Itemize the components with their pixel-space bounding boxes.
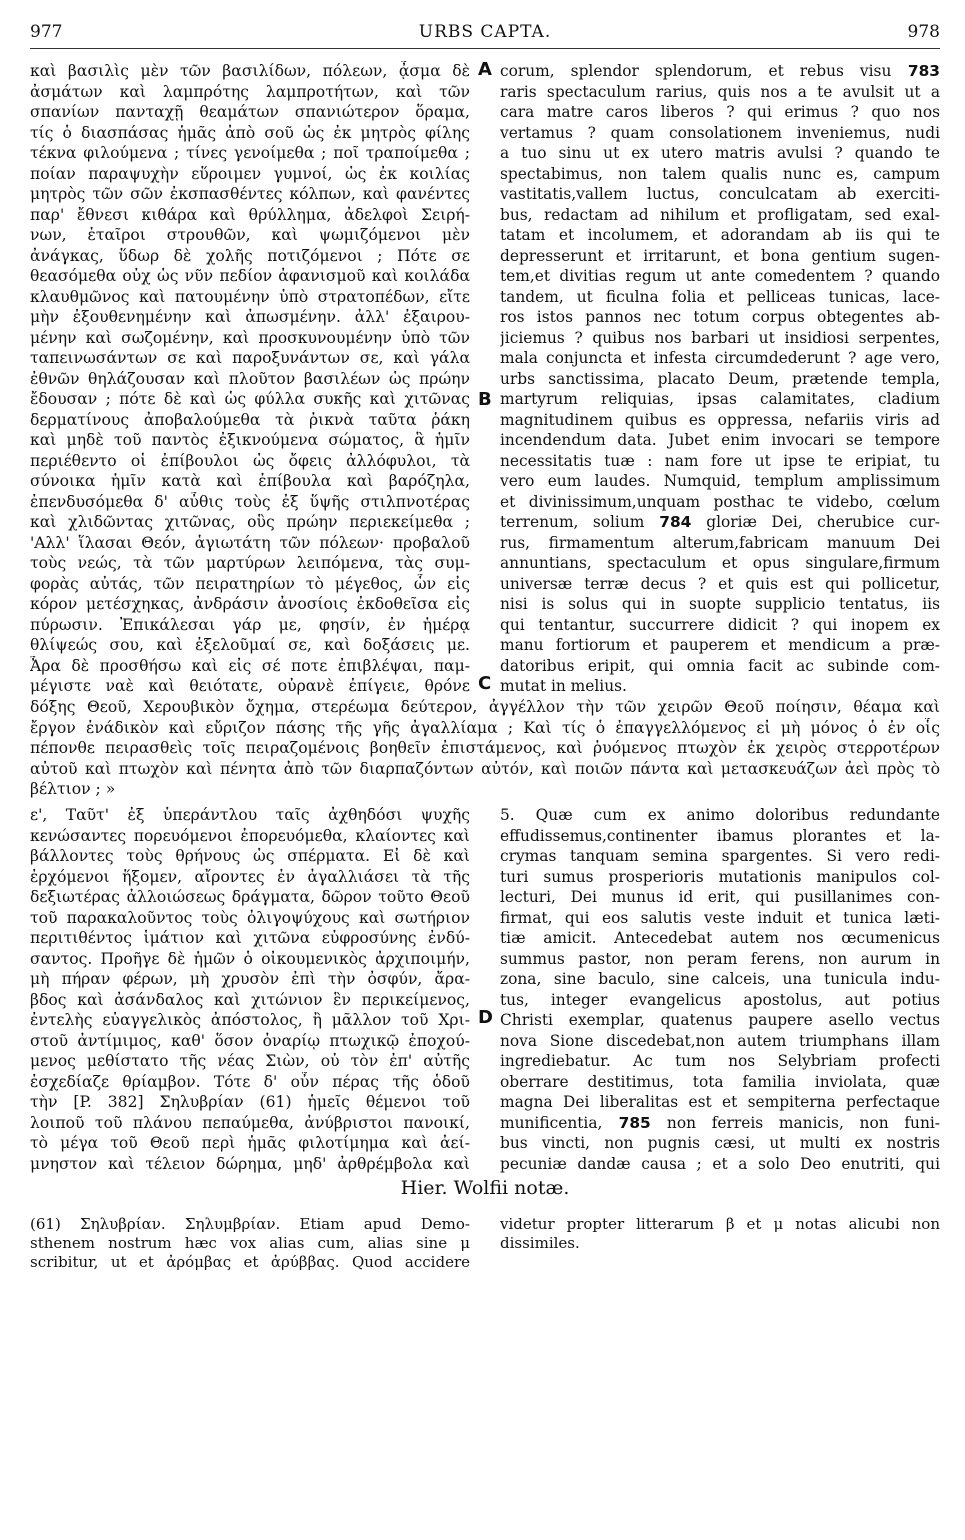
notes-heading: Hier. Wolfii notæ.	[400, 1177, 570, 1199]
latin-text-line: zona, sine baculo, sine calceis, una tunicula indu-	[500, 970, 940, 988]
greek-text-line: μὴν ἐξουθενημένην καὶ ἀπωσμένην. ἀλλ' ἐξαιρου-	[30, 308, 470, 326]
greek-text-line: μνηστον καὶ τέλειον δώρημα, μηδ' ἀρθρέμβολα καὶ	[30, 1154, 470, 1173]
latin-text-line: crymas tanquam semina spargentes. Si vero redi-	[500, 847, 940, 865]
greek-text-line: 'Αλλ' ἵλασαι Θεόν, ἁγιωτάτη τῶν πόλεων· προβαλοῦ	[30, 533, 470, 552]
latin-text-line: summus pastor, non peram ferens, non aurum in	[500, 949, 940, 968]
greek-text-line: δερματίνους ἀποβαλούμεθα τὰ ῥικνὰ ταῦτα ῥάκη	[30, 410, 470, 429]
latin-text-line: necessitatis tuæ : nam fore ut ipse te eripiat, tu	[500, 451, 940, 470]
greek-text-line: θεασόμεθα οὐχ ὡς νῦν πεδίον ἀφανισμοῦ καὶ κοιλάδα	[30, 267, 470, 285]
greek-text-line: τέκνα φιλούμενα ; τίνες γενοίμεθα ; ποῖ τραποίμεθα ;	[30, 144, 470, 162]
greek-text-line: φορὰς αὐτάς, τῶν πειρατηρίων τὸ μέγεθος, ὧν εἰς	[30, 574, 470, 593]
page-reference: 785	[602, 1113, 667, 1132]
note-text-line: scribitur, ut et ἀρόμβας et ἀρύββας. Quod accidere	[30, 1253, 470, 1271]
greek-text-line: ἐντελὴς εὐαγγελικὸς ἀπόστολος, ἢ μᾶλλον τοῦ Χρι-	[30, 1011, 470, 1029]
greek-text-line: βδος καὶ ἀσάνδαλος καὶ χιτώνιον ἓν περικείμενος,	[30, 990, 470, 1009]
latin-column-lower	[500, 805, 940, 1174]
marker-a: A	[478, 59, 492, 80]
latin-text-line: spectabimus, non talem qualis nunc es, campum	[500, 164, 940, 183]
greek-text-line: θλίψεώς σου, καὶ ἐξελοῦμαί σε, καὶ δοξάσεις με.	[30, 636, 470, 654]
greek-text-line: σαντος. Προῆγε δὲ ἡμῶν ὁ οἰκουμενικὸς ἀρχιποιμήν,	[30, 949, 470, 968]
greek-text-line: ἐρχόμενοι ἥξομεν, αἴροντες ἐν ἀγαλλιάσει τὰ τῆς	[30, 867, 470, 886]
greek-text-line: μενος μεθίστατο τῆς νέας Σιὼν, οὐ τὸν ἐπ' αὐτῆς	[30, 1052, 470, 1070]
greek-text-line: κόρον μετέσχηκας, ἀνδράσιν ἀνοσίοις ἐκδοθεῖσα εἰς	[30, 595, 470, 613]
latin-text-line: corum, splendor splendorum, et rebus visu 783	[500, 62, 940, 80]
greek-text-line: τὸ μέγα τοῦ Θεοῦ περὶ ἡμᾶς φιλοτίμημα καὶ ἀεί-	[30, 1134, 470, 1152]
greek-full-width-passage	[30, 697, 940, 800]
greek-text-line: καὶ χλιδῶντας χιτῶνας, οὓς πρώην περιεκείμεθα ;	[30, 513, 470, 531]
latin-text-line: vero eum laudes. Numquid, templum amplissimum	[500, 472, 940, 490]
latin-text-line: bus, redactam ad nihilum et profligatam, sed exal-	[500, 205, 940, 224]
latin-text-line: cara matre caros liberos ? qui erimus ? quo nos	[500, 103, 940, 121]
latin-text-line: lecturi, Dei munus id erit, qui pusillanimes con-	[500, 888, 940, 906]
greek-text-line: μητρὸς τῶν σῶν ἐκσπασθέντες κόλπων, καὶ φανέντες	[30, 185, 470, 203]
greek-text-line: ἐπενδυσόμεθα δ' αὖθις τοὺς ἐξ ὕψῆς στιλπνοτέρας	[30, 492, 470, 511]
greek-text-line: καὶ μηδὲ τοῦ παντὸς ἐξικνούμενα σώματος, ἃ ἡμῖν	[30, 431, 470, 449]
latin-text-line: mala conjuncta et infesta circumdederunt ? age vero,	[500, 349, 940, 367]
greek-text-line: πύρωσιν. Ἐπικάλεσαι γάρ με, φησίν, ἐν ἡμέρᾳ	[30, 615, 470, 634]
greek-text-line: καὶ βασιλὶς μὲν τῶν βασιλίδων, πόλεων, ᾆσμα δὲ	[30, 62, 470, 80]
latin-text-line: tatam et incolumem, et adorandam ab iis qui te	[500, 226, 940, 244]
note-text-line: videtur propter litterarum β et μ notas alicubi non	[500, 1215, 940, 1233]
greek-text-line: ἀνάγκας, ὕδωρ δὲ χολῆς ποτιζόμενοι ; Πότε σε	[30, 246, 470, 265]
latin-text-line: depresserunt et irritarunt, et bona gentium sugen-	[500, 246, 940, 265]
latin-text-line: magna Dei liberalitas est et sempiterna perfectaque	[500, 1093, 940, 1111]
latin-text-line: manu fortiorum et pauperem et mendicum a præ-	[500, 636, 940, 654]
greek-text-line: νων, ἑταῖροι στρουθῶν, καὶ ψωμιζόμενοι μὲν	[30, 226, 470, 244]
greek-text-line: πέπονθε πειρασθεὶς τοῖς πειραζομένοις βοηθεῖν ἐπιστάμενος, καὶ ῥυόμενος πτωχὸν ἐκ χειρὸς στερροτέρων	[30, 739, 940, 757]
right-page-number: 978	[907, 22, 940, 42]
latin-text-line: annuntians, spectaculum et opus singulare,firmum	[500, 554, 940, 572]
running-header	[30, 18, 940, 49]
greek-text-line: ἔργον ἐνάδικὸν καὶ εὔριζον πάσης τῆς γῆς ἀγαλλίαμα ; Καὶ τίς ὁ ἐπαγγελλόμενος εἰ μὴ μόνος ὁ ἐν οἷς	[30, 718, 940, 737]
running-title: URBS CAPTA.	[418, 22, 552, 42]
greek-text-line: μένην καὶ σωζομένην, καὶ προσκυνουμένην ὑπὸ τῶν	[30, 328, 470, 347]
latin-text-line: Christi exemplar, quatenus paupere asello vectus	[500, 1011, 940, 1029]
latin-text-line: 5. Quæ cum ex animo doloribus redundante	[500, 806, 940, 824]
latin-text-line: terrenum, solium 784 gloriæ Dei, cherubice cur-	[500, 513, 940, 531]
greek-text-line: τοὺς νεώς, τὰ τῶν μαρτύρων λειπόμενα, τὰς συμ-	[30, 554, 470, 572]
greek-text-line: δόξης Θεοῦ, Χερουβικὸν ὄχημα, στερέωμα δεύτερον, ἀγγέλλον τὴν τῶν χειρῶν Θεοῦ ποίησιν, θέαμα καὶ	[30, 698, 940, 716]
greek-text-line: τίς ὁ διασπάσας ἡμᾶς ἀπὸ σοῦ ὡς ἐκ μητρὸς φίλης	[30, 123, 470, 142]
latin-text-line: vertamus ? quam consolationem inveniemus, nudi	[500, 123, 940, 142]
latin-text-line: munificentia, 785 non ferreis manicis, non funi-	[500, 1113, 940, 1132]
greek-text-line: λοιποῦ τοῦ πλάνου πεπαύμεθα, ἀνύβριστοι πανοικί,	[30, 1113, 470, 1132]
latin-text-line: a tuo sinu ut ex utero matris avulsi ? quando te	[500, 144, 940, 162]
page-reference: 783	[891, 62, 940, 80]
latin-text-line: firmat, qui eos salutis veste induit et tunica læti-	[500, 908, 940, 927]
latin-text-line: datoribus eripit, qui omnia facit ac subinde com-	[500, 656, 940, 675]
greek-text-line: ἐθνῶν θηλάζουσαν καὶ πλοῦτον βασιλέων ὡς πρώην	[30, 369, 470, 388]
page-reference: 784	[644, 513, 707, 531]
latin-text-line: universæ terræ decus ? et quis est qui pollicetur,	[500, 574, 940, 593]
greek-text-line: ε', Ταῦτ' ἐξ ὑπεράντλου ταῖς ἀχθηδόσι ψυχῆς	[30, 806, 470, 824]
latin-text-line: tus, integer evangelicus apostolus, aut potius	[500, 990, 940, 1009]
latin-text-fragment: non ferreis manicis, non funi-	[666, 1113, 940, 1132]
greek-text-line: σύνοικα ἡμῖν κατὰ καὶ ἐπίβουλα καὶ βαρόζηλα,	[30, 472, 470, 490]
latin-text-line: oberrare destitimus, tota familia inviolata, quæ	[500, 1072, 940, 1091]
note-text-line: (61) Σηλυβρίαν. Σηλυμβρίαν. Etiam apud Demo-	[30, 1215, 470, 1233]
latin-text-line: turi sumus prosperioris mutationis manipulos col-	[500, 867, 940, 886]
latin-text-line: bus vincti, non pugnis cæsi, ut multi ex nostris	[500, 1134, 940, 1152]
latin-text-line: vastitatis,vallem luctus, conculcatam ab exerciti-	[500, 185, 940, 203]
greek-text-line: τοῦ παρακαλοῦντος τοὺς ὀλιγοψύχους καὶ σωτήριον	[30, 908, 470, 927]
latin-text-line: ros istos pannos nec totum corpus obtegentes ab-	[500, 308, 940, 326]
latin-column-upper	[500, 61, 940, 697]
latin-text-line: nova Sione discedebat,non autem triumphans illam	[500, 1031, 940, 1050]
note-text-line: dissimiles.	[500, 1234, 580, 1252]
greek-text-line: ἐσχεδίαζε θρίαμβον. Τότε δ' οὖν πέρας τῆς ὁδοῦ	[30, 1072, 470, 1091]
latin-text-fragment: gloriæ Dei, cherubice cur-	[706, 513, 940, 531]
greek-text-line: δεξιωτέρας ἀλλοιώσεως δράγματα, δῶρον τοῦτο Θεοῦ	[30, 888, 470, 906]
greek-text-line: περιτιθέντος ἱμάτιον καὶ χιτῶνα εὐφροσύνης ἐνδύ-	[30, 929, 470, 947]
greek-text-line: περιέθεντο οἱ ἐπίβουλοι ὡς ὄφεις ἀλλόφυλοι, τὰ	[30, 451, 470, 470]
marker-d: D	[478, 1007, 493, 1028]
latin-text-line: et divinissimum,unquam posthac te videbo, cœlum	[500, 492, 940, 511]
greek-text-line: βέλτιον ; »	[30, 780, 116, 798]
greek-text-line: στοῦ ἀντίμιμος, καθ' ὅσον ὀναρίῳ πτωχικῷ ἐποχού-	[30, 1031, 470, 1050]
latin-text-line: effudissemus,continenter ibamus plorantes et la-	[500, 826, 940, 845]
latin-text-line: incendendum data. Jubet enim invocari se tempore	[500, 431, 940, 449]
greek-column-lower	[30, 805, 470, 1174]
note-left	[30, 1215, 470, 1272]
greek-text-line: ταπεινωσάντων σε καὶ παροξυνάντων σε, καὶ γάλα	[30, 349, 470, 367]
greek-text-line: παρ' ἔθνεσι κιθάρα καὶ θρύλλημα, ἀδελφοὶ Σειρή-	[30, 205, 470, 224]
latin-text-line: mutat in melius.	[500, 677, 627, 695]
greek-text-line: ποίαν παραψυχὴν εὕροιμεν γυμνοί, ὡς ἐκ κοιλίας	[30, 164, 470, 183]
latin-text-line: jiciemus ? quibus nos barbari ut insidiosi serpentes,	[500, 328, 940, 347]
latin-text-line: tiæ amicit. Antecedebat autem nos œcumenicus	[500, 929, 940, 947]
latin-text-line: nisi is solus qui in suopte supplicio tentatus, iis	[500, 595, 940, 613]
latin-text-line: ingrediebatur. Ac tum nos Selybriam profecti	[500, 1052, 940, 1070]
greek-text-line: κενώσαντες πορευόμενοι ἐπορευόμεθα, κλαίοντες καὶ	[30, 826, 470, 845]
latin-text-line: qui tentantur, succurrere didicit ? qui inopem ex	[500, 615, 940, 634]
note-right	[500, 1215, 940, 1253]
latin-text-line: pecuniæ dandæ causa ; et a solo Deo enutriti, qui	[500, 1154, 940, 1173]
marker-b: B	[478, 389, 492, 410]
document-page	[30, 18, 940, 1271]
latin-text-line: tandem, ut ficulna folia et pelliceas tunicas, lace-	[500, 287, 940, 306]
greek-text-line: μέγιστε ναὲ καὶ θειότατε, οὐρανὲ ἐπίγειε, θρόνε	[30, 677, 470, 695]
note-text-line: sthenem nostrum hæc vox alias cum, alias sine μ	[30, 1234, 470, 1252]
greek-text-line: Ἆρα δὲ προσθήσω καὶ εἰς σέ ποτε ἐπιβλέψαι, παμ-	[30, 656, 470, 675]
latin-text-line: rus, firmamentum alterum,fabricam manuum Dei	[500, 533, 940, 552]
latin-text-line: raris spectaculum rarius, quis nos a te avulsit ut a	[500, 82, 940, 101]
latin-text-line: tem,et divitias regum ut ante comedentem ? quando	[500, 267, 940, 285]
greek-text-line: ἀσμάτων καὶ λαμπρότης λαμπροτήτων, καὶ τῶν	[30, 82, 470, 101]
greek-text-line: σπανίων πανταχῇ θεαμάτων σπανιώτερον ὅραμα,	[30, 103, 470, 121]
left-page-number: 977	[30, 22, 63, 42]
greek-text-line: τὴν [P. 382] Σηλυβρίαν (61) ἡμεῖς θέμενοι τοῦ	[30, 1093, 470, 1111]
greek-text-line: αὐτοῦ καὶ πτωχὸν καὶ πένητα ἀπὸ τῶν διαρπαζόντων αὐτόν, καὶ ποιῶν πάντα καὶ μετασκευάζων ἀεὶ πρὸς τὸ	[30, 759, 940, 778]
greek-text-line: ἔδουσαν ; πότε δὲ καὶ ὡς φύλλα συκῆς καὶ χιτῶνας	[30, 390, 470, 408]
marker-c: C	[478, 673, 492, 694]
latin-text-line: urbs sanctissima, placato Deum, prætende templa,	[500, 369, 940, 388]
greek-text-line: κλαυθμῶνος καὶ πατουμένην ὑπὸ στρατοπέδων, εἴτε	[30, 287, 470, 306]
greek-column-upper	[30, 61, 470, 697]
greek-text-line: βάλλοντες τοὺς θρήνους ὡς σπέρματα. Εἰ δὲ καὶ	[30, 847, 470, 865]
latin-text-line: magnitudinem quibus es oppressa, nefariis viris ad	[500, 410, 940, 429]
latin-text-line: martyrum reliquias, ipsas calamitates, cladium	[500, 390, 940, 408]
greek-text-line: μὴ πήραν φέρων, μὴ χρυσὸν ἐπὶ τὴν ὀσφύν, ἄρα-	[30, 970, 470, 988]
